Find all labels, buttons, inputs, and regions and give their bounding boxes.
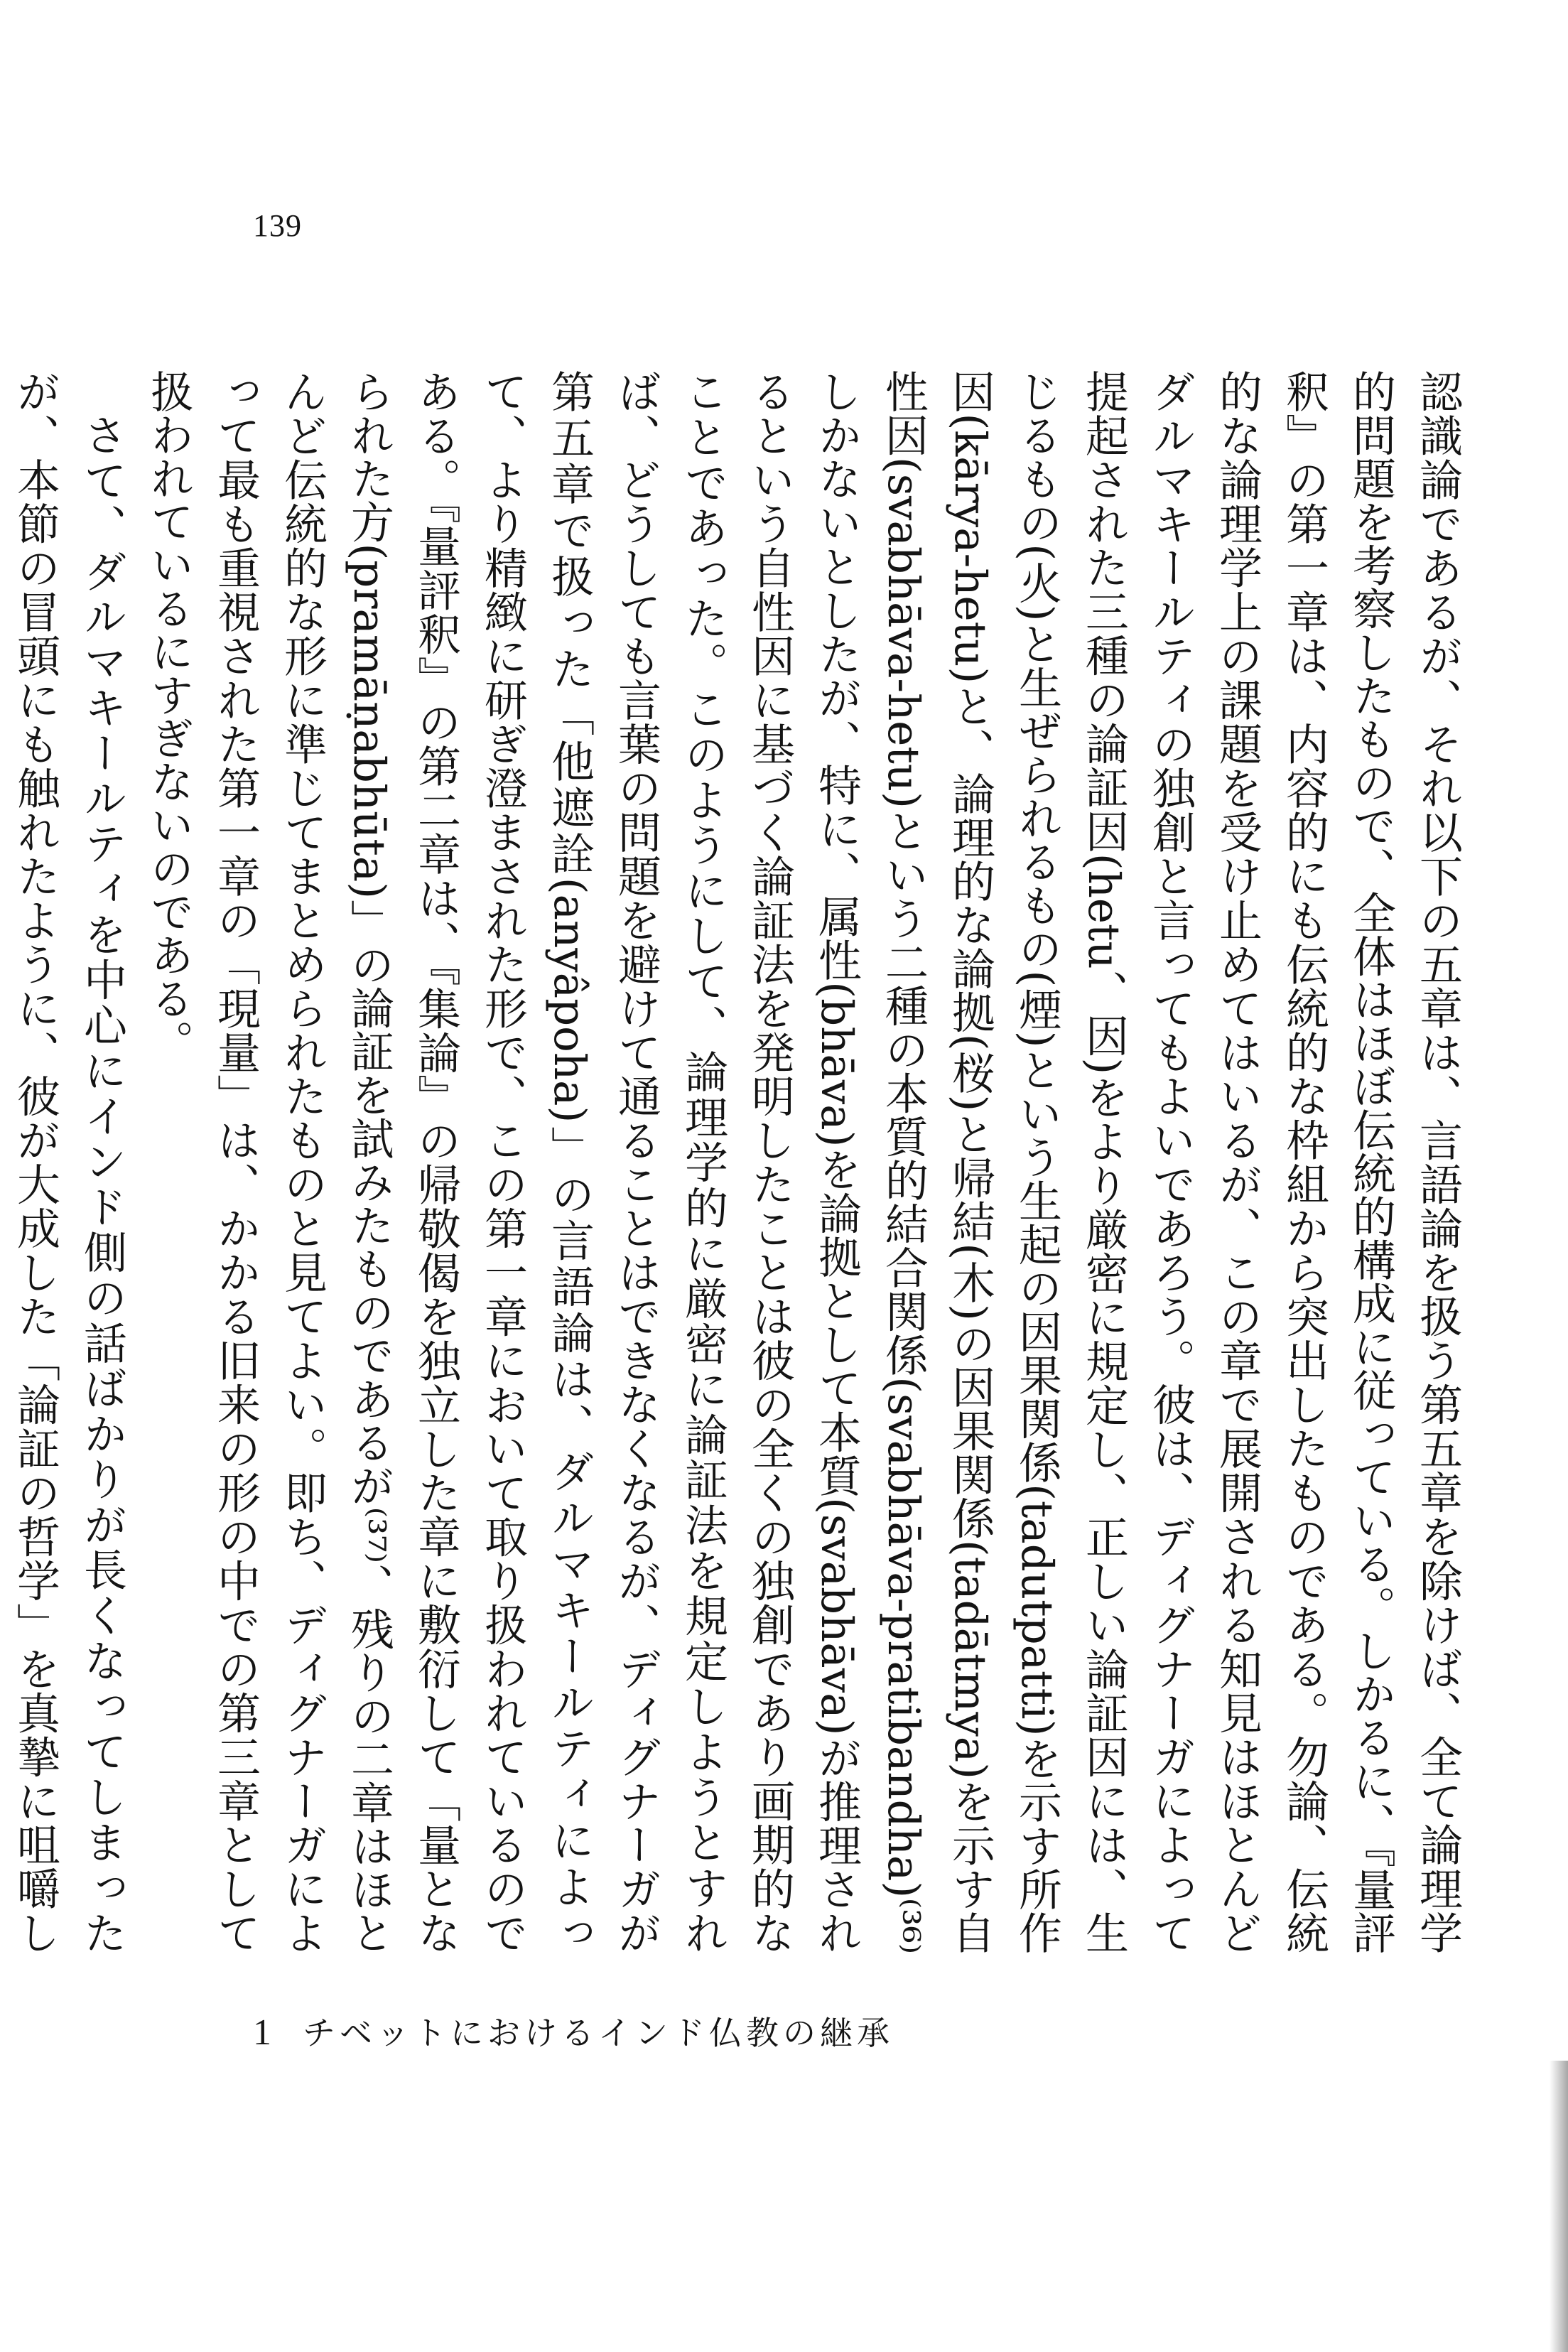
page-edge-shadow (1550, 2061, 1568, 2352)
paragraph-1: 認識論であるが、それ以下の五章は、言語論を扱う第五章を除けば、全て論理学的問題を考察したもので、全体はほぼ伝統的構成に従っている。しかるに、『量評釈』の第一章は、内容的にも伝統的な枠組から突出したものである。勿論、伝統的な論理学上の課題を受け止めてはいるが、この章で展開される知見はほとんどダルマキールティの独創と言ってもよいであろう。彼は、ディグナーガによって提起された三種の論証因(hetu、因)をより厳密に規定し、正しい論証因には、生じるもの(火)と生ぜられるもの(煙)という生起の因果関係(tadutpatti)を示す所作因(kārya-hetu)と、論理的な論拠(桜)と帰結(木)の因果関係(tadātmya)を示す自性因(svabhāva-hetu)という二種の本質的結合関係(svabhāva-pratibandha)⁽³⁶⁾しかないとしたが、特に、属性(bhāva)を論拠として本質(svabhāva)が推理されるという自性因に基づく論証法を発明したことは彼の全くの独創であり画期的なことであった。このようにして、論理学的に厳密に論証法を規定しようとすれば、どうしても言葉の問題を避けて通ることはできなくなるが、ディグナーガが第五章で扱った「他遮詮(anyâpoha)」の言語論は、ダルマキールティによって、より精緻に研ぎ澄まされた形で、この第一章において取り扱われているのである。『量評釈』の第二章は、『集論』の帰敬偈を独立した章に敷衍して「量となられた方(pramāṇabhūta)」の論証を試みたものであるが⁽³⁷⁾、残りの二章はほとんど伝統的な形に準じてまとめられたものと見てよい。即ち、ディグナーガによって最も重視された第一章の「現量」は、かかる旧来の形の中での第三章として扱われているにすぎないのである。 (144, 369, 1463, 1955)
running-footer (253, 2007, 894, 2054)
body-text (10, 369, 1471, 1955)
footer-chapter-number: 1 (253, 2012, 271, 2053)
page-number: 139 (253, 208, 302, 243)
footer-chapter-title: チベットにおけるインド仏教の継承 (303, 2014, 894, 2052)
paragraph-2: さて、ダルマキールティを中心にインド側の話ばかりが長くなってしまったが、本節の冒頭にも触れたように、彼が大成した「論証の哲学」を真摯に咀嚼し (10, 369, 127, 1955)
